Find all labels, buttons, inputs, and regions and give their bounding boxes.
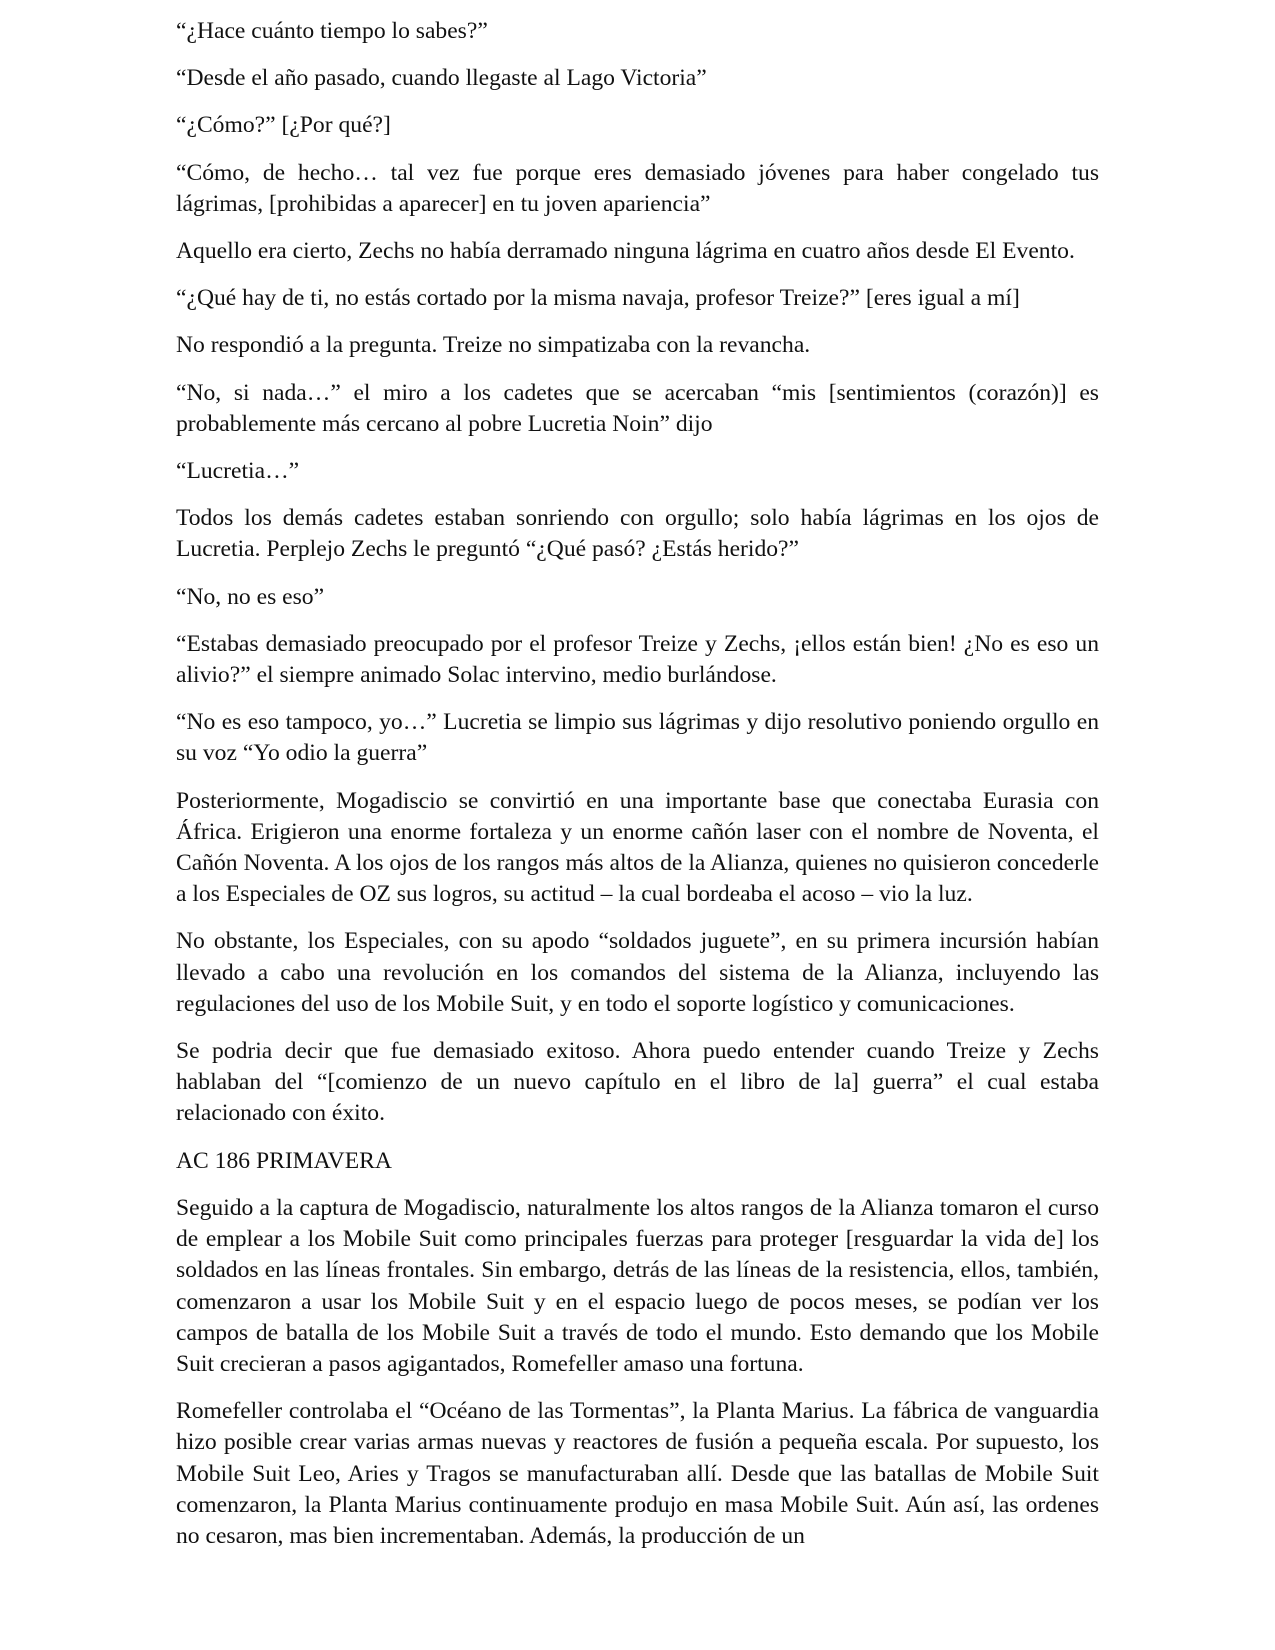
paragraph: “¿Cómo?” [¿Por qué?] [176,112,391,139]
paragraph: “Lucretia…” [176,458,300,485]
paragraph: Todos los demás cadetes estaban sonriendo con orgullo; solo había lágrimas en los ojos de Lucretia. Perplejo Zechs le preguntó “¿Qué pasó? ¿Estás herido?” [176,505,1099,563]
paragraph: Seguido a la captura de Mogadiscio, naturalmente los altos rangos de la Alianza tomaron el curso de emplear a los Mobile Suit como principales fuerzas para proteger [resguardar la vida de] los soldados en las líneas frontales. Sin embargo, detrás de las líneas de la resistencia, ellos, también, comenzaron a usar los Mobile Suit y en el espacio luego de pocos meses, se podían ver los campos de batalla de los Mobile Suit a través de todo el mundo. Esto demando que los Mobile Suit crecieran a pasos agigantados, Romefeller amaso una fortuna. [176,1194,1099,1377]
paragraph: “¿Qué hay de ti, no estás cortado por la misma navaja, profesor Treize?” [eres igual a mí] [176,285,1020,312]
paragraph: “Estabas demasiado preocupado por el profesor Treize y Zechs, ¡ellos están bien! ¿No es eso un alivio?” el siempre animado Solac intervino, medio burlándose. [176,630,1099,689]
section-heading: AC 186 PRIMAVERA [176,1147,392,1174]
paragraph: No respondió a la pregunta. Treize no simpatizaba con la revancha. [176,332,811,359]
paragraph: “No, si nada…” el miro a los cadetes que se acercaban “mis [sentimientos (corazón)] es probablemente más cercano al pobre Lucretia Noin” dijo [176,379,1099,437]
document-page [176,16,1099,1568]
paragraph: “¿Hace cuánto tiempo lo sabes?” [176,18,488,44]
paragraph: “Desde el año pasado, cuando llegaste al Lago Victoria” [176,65,707,92]
paragraph: No obstante, los Especiales, con su apodo “soldados juguete”, en su primera incursión habían llevado a cabo una revolución en los comandos del sistema de la Alianza, incluyendo las regulaciones del uso de los Mobile Suit, y en todo el soporte logístico y comunicaciones. [176,928,1099,1017]
paragraph: Se podria decir que fue demasiado exitoso. Ahora puedo entender cuando Treize y Zechs hablaban del “[comienzo de un nuevo capítulo en el libro de la] guerra” el cual estaba relacionado con éxito. [176,1038,1099,1127]
paragraph: “No es eso tampoco, yo…” Lucretia se limpio sus lágrimas y dijo resolutivo poniendo orgullo en su voz “Yo odio la guerra” [176,709,1099,767]
paragraph: “Cómo, de hecho… tal vez fue porque eres demasiado jóvenes para haber congelado tus lágrimas, [prohibidas a aparecer] en tu joven apariencia” [176,159,1099,217]
paragraph: Aquello era cierto, Zechs no había derramado ninguna lágrima en cuatro años desde El Evento. [176,238,1075,265]
paragraph: Posteriormente, Mogadiscio se convirtió en una importante base que conectaba Eurasia con África. Erigieron una enorme fortaleza y un enorme cañón laser con el nombre de Noventa, el Cañón Noventa. A los ojos de los rangos más altos de la Alianza, quienes no quisieron concederle a los Especiales de OZ sus logros, su actitud – la cual bordeaba el acoso – vio la luz. [176,787,1099,908]
paragraph: “No, no es eso” [176,583,325,610]
paragraph: Romefeller controlaba el “Océano de las Tormentas”, la Planta Marius. La fábrica de vanguardia hizo posible crear varias armas nuevas y reactores de fusión a pequeña escala. Por supuesto, los Mobile Suit Leo, Aries y Tragos se manufacturaban allí. Desde que las batallas de Mobile Suit comenzaron, la Planta Marius continuamente produjo en masa Mobile Suit. Aún así, las ordenes no cesaron, mas bien incrementaban. Además, la producción de un [176,1398,1099,1549]
